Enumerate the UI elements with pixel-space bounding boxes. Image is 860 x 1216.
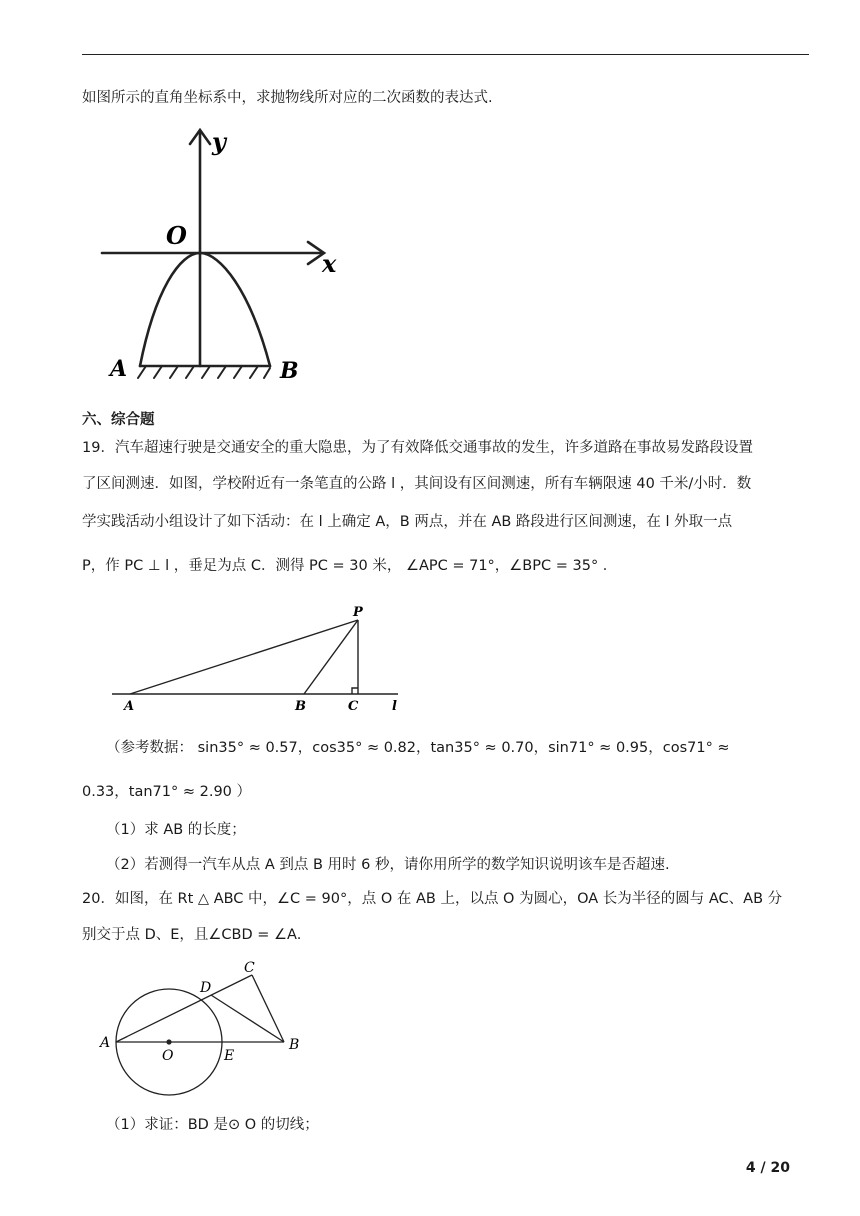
q19-line-3: 学实践活动小组设计了如下活动：在 l 上确定 A，B 两点，并在 AB 路段进行区间测速，在 l 外取一点 <box>82 514 733 530</box>
fig2-p-label: P <box>353 605 363 620</box>
intro-text: 如图所示的直角坐标系中，求抛物线所对应的二次函数的表达式. <box>82 90 493 106</box>
fig3-e-label: E <box>224 1048 235 1064</box>
fig3-o-label: O <box>162 1048 174 1064</box>
q20-line-1: 20．如图，在 Rt △ ABC 中，∠C = 90°，点 O 在 AB 上，以点 O 为圆心，OA 长为半径的圆与 AC、AB 分 <box>82 891 783 907</box>
header-rule <box>82 54 809 55</box>
fig1-y-label: y <box>212 127 226 156</box>
q19-reference-1: （参考数据： sin35° ≈ 0.57，cos35° ≈ 0.82，tan35° ≈ 0.70，sin71° ≈ 0.95，cos71° ≈ <box>106 740 730 756</box>
road-figure <box>108 600 408 720</box>
fig3-a-label: A <box>100 1035 111 1051</box>
q19-part-2: （2）若测得一汽车从点 A 到点 B 用时 6 秒，请你用所学的数学知识说明该车是否超速. <box>106 857 670 873</box>
fig1-a-label: A <box>110 356 128 382</box>
section-heading: 六、综合题 <box>82 412 155 428</box>
q19-line-2: 了区间测速．如图，学校附近有一条笔直的公路 l ，其间设有区间测速，所有车辆限速 40 千米/小时．数 <box>82 476 752 492</box>
fig1-b-label: B <box>280 358 299 384</box>
fig2-a-label: A <box>124 699 135 714</box>
center-point <box>166 1039 171 1044</box>
fig3-d-label: D <box>200 980 212 996</box>
fig2-b-label: B <box>295 699 306 714</box>
fig2-l-label: l <box>392 699 397 714</box>
fig3-c-label: C <box>244 960 255 976</box>
page-number: 4 / 20 <box>745 1160 790 1176</box>
fig2-c-label: C <box>348 699 359 714</box>
circle-triangle-figure <box>96 955 316 1105</box>
q20-line-2: 别交于点 D、E，且∠CBD = ∠A. <box>82 927 302 943</box>
q19-reference-2: 0.33，tan71° ≈ 2.90 ） <box>82 784 252 800</box>
q20-part-1: （1）求证：BD 是⊙ O 的切线； <box>106 1117 319 1133</box>
q19-line-1: 19．汽车超速行驶是交通安全的重大隐患，为了有效降低交通事故的发生，许多道路在事故易发路段设置 <box>82 440 753 456</box>
q19-part-1: （1）求 AB 的长度； <box>106 822 246 838</box>
fig3-b-label: B <box>289 1037 300 1053</box>
parabola-figure <box>100 120 340 390</box>
fig1-origin-label: O <box>166 221 187 250</box>
q19-line-4: P，作 PC ⊥ l ，垂足为点 C．测得 PC = 30 米， ∠APC = 71°，∠BPC = 35° ． <box>82 558 618 574</box>
fig1-x-label: x <box>322 249 337 278</box>
